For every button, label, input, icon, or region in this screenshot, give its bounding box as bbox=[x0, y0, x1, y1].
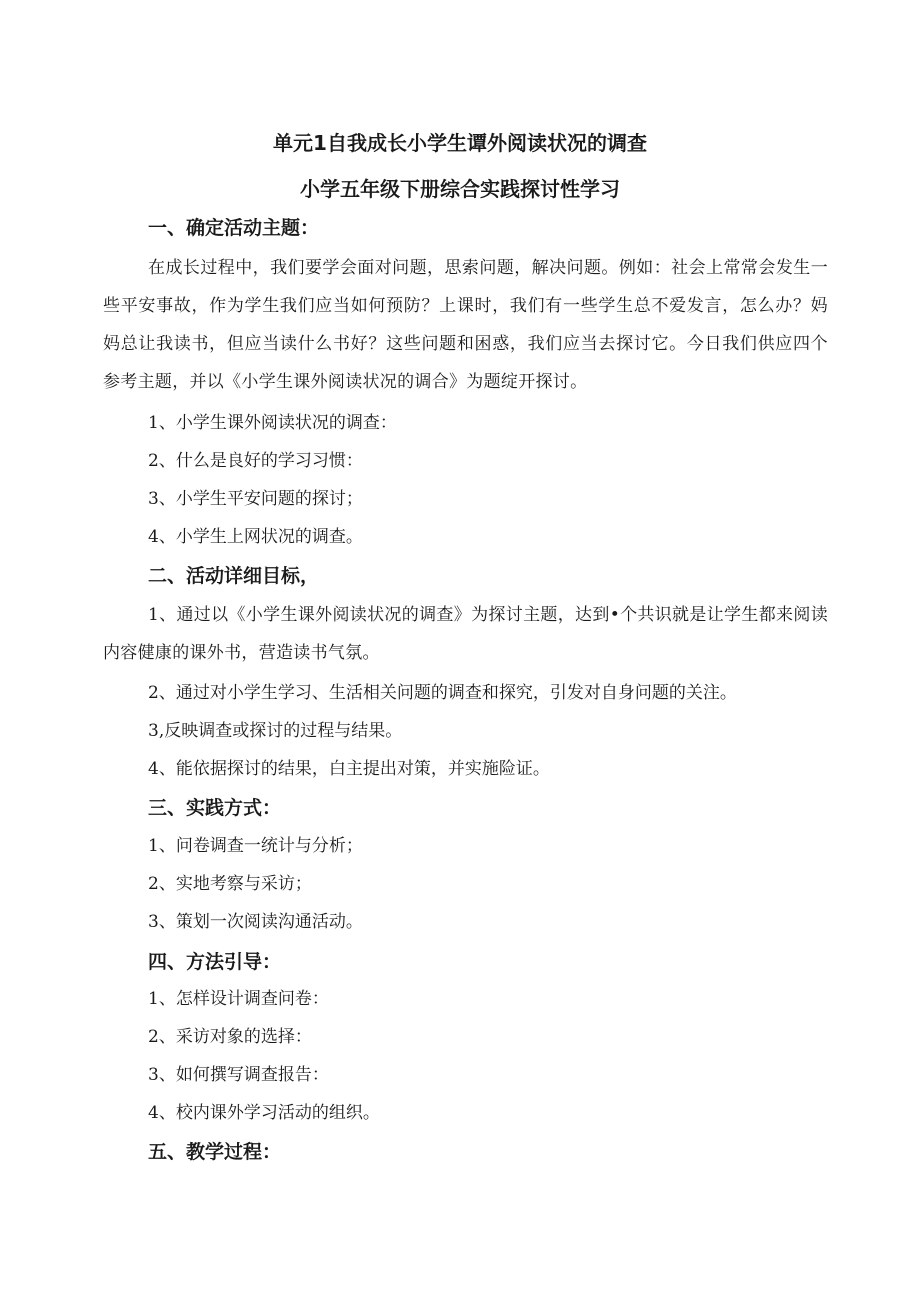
section-1-heading: 一、确定活动主题： bbox=[148, 217, 320, 239]
section-1-paragraph: 在成长过程中，我们要学会面对问题，思索问题，解决问题。例如：社会上常常会发生一些平安事故，作为学生我们应当如何预防？上课时，我们有一些学生总不爱发言，怎么办？妈妈总让我读书，但应当读什么书好？这些问题和困惑，我们应当去探讨它。今日我们供应四个参考主题，并以《小学生课外阅读状况的调合》为题绽开探讨。 bbox=[103, 258, 828, 392]
section-4-item-2: 2、采访对象的选择： bbox=[148, 1027, 312, 1047]
section-3-item-2: 2、实地考察与采访； bbox=[148, 874, 312, 894]
section-4-item-4: 4、校内课外学习活动的组织。 bbox=[148, 1103, 380, 1123]
document-title: 单元1自我成长小学生谭外阅读状况的调查 bbox=[273, 131, 647, 155]
section-3-heading: 三、实践方式： bbox=[148, 797, 282, 819]
section-3-item-1: 1、问卷调查一统计与分析； bbox=[148, 836, 363, 856]
section-1-item-4: 4、小学生上网状况的调查。 bbox=[148, 527, 363, 547]
section-2-item-3: 3,反映调查或探讨的过程与结果。 bbox=[148, 721, 403, 741]
section-1-item-2: 2、什么是良好的学习习惯： bbox=[148, 451, 363, 471]
section-2-item-2: 2、通过对小学生学习、生活相关问题的调查和探究，引发对自身问题的关注。 bbox=[148, 683, 737, 703]
section-1-item-1: 1、小学生课外阅读状况的调查： bbox=[148, 413, 397, 433]
section-4-item-1: 1、怎样设计调查问卷： bbox=[148, 989, 329, 1009]
section-4-item-3: 3、如何撰写调查报告： bbox=[148, 1065, 329, 1085]
document-subtitle: 小学五年级下册综合实践探讨性学习 bbox=[300, 177, 620, 201]
section-2-paragraph: 1、通过以《小学生课外阅读状况的调查》为探讨主题，达到•个共识就是让学生都来阅读内容健康的课外书，营造读书气氛。 bbox=[103, 605, 828, 663]
section-1-item-3: 3、小学生平安问题的探讨； bbox=[148, 489, 363, 509]
section-5-heading: 五、教学过程： bbox=[148, 1141, 282, 1163]
section-4-heading: 四、方法引导： bbox=[148, 951, 282, 973]
section-2-heading: 二、活动详细目标， bbox=[148, 565, 320, 587]
section-3-item-3: 3、策划一次阅读沟通活动。 bbox=[148, 912, 363, 932]
section-2-item-4: 4、能依据探讨的结果，白主提出对策，并实施险证。 bbox=[148, 759, 550, 779]
